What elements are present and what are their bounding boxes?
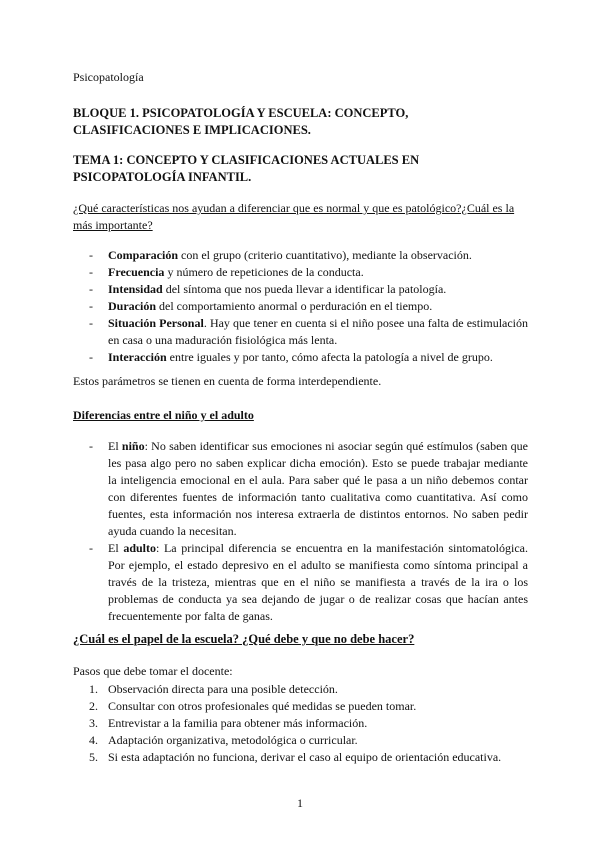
list-item [89, 540, 528, 625]
item-term: Situación Personal [108, 316, 204, 330]
list-item [73, 698, 528, 715]
item-text: : La principal diferencia se encuentra en la manifestación sintomatológica. Por ejemplo, el estado depresivo en el adulto se manifiesta como síntoma principal a través de la tristeza, mientras que en el niño se manifiesta a través de la ira o los problemas de conducta ya sea dejando de jugar o de realizar cosas que hacían antes frecuentemente por falta de ganas. [108, 541, 528, 623]
question-heading: ¿Qué características nos ayudan a diferenciar que es normal y que es patológico?¿Cuál es la más importante? [73, 201, 515, 232]
step-text: Observación directa para una posible detección. [108, 682, 338, 696]
steps-list [73, 681, 528, 766]
list-item [89, 264, 528, 281]
step-text: Si esta adaptación no funciona, derivar el caso al equipo de orientación educativa. [108, 750, 502, 764]
step-number: 2. [89, 699, 98, 713]
item-term: adulto [123, 541, 156, 555]
item-prefix: El [108, 541, 124, 555]
tema-title: TEMA 1: CONCEPTO Y CLASIFICACIONES ACTUALES EN PSICOPATOLOGÍA INFANTIL. [73, 153, 420, 184]
list-item [89, 298, 528, 315]
list-item [89, 315, 528, 349]
item-text: del síntoma que nos pueda llevar a identificar la patología. [162, 282, 447, 296]
step-text: Adaptación organizativa, metodológica o curricular. [108, 733, 358, 747]
list-item [73, 749, 528, 766]
item-text: . Hay que tener en cuenta si el niño posee una falta de estimulación en casa o una maduración fisiológica más lenta. [108, 316, 529, 347]
differences-heading: Diferencias entre el niño y el adulto [73, 408, 254, 422]
item-term: Frecuencia [108, 265, 165, 279]
list-item [89, 438, 528, 540]
characteristics-list [89, 247, 528, 366]
item-text: entre iguales y por tanto, cómo afecta la patología a nivel de grupo. [166, 350, 493, 364]
step-number: 4. [89, 733, 98, 747]
item-term: Interacción [108, 350, 167, 364]
header-subject: Psicopatología [73, 70, 144, 84]
step-number: 1. [89, 682, 98, 696]
list-item [73, 732, 528, 749]
item-text: con el grupo (criterio cuantitativo), mediante la observación. [178, 248, 472, 262]
item-text: del comportamiento anormal o perduración en el tiempo. [156, 299, 433, 313]
page-number: 1 [297, 796, 303, 810]
item-text: : No saben identificar sus emociones ni asociar según qué estímulos (saben que les pasa algo pero no saben explicar dicha emoción). Esto se puede trabajar mediante la inteligencia emocional en el aula. Para saber qué le pasa a un niño debemos contar con diferentes fuentes de información tanto cualitativa como cuantitativa. Así como fuentes, esta información nos interesa extraerla de distintos entornos. No saben pedir ayuda cuando la necesitan. [108, 439, 528, 538]
differences-list [89, 438, 528, 625]
school-role-heading: ¿Cuál es el papel de la escuela? ¿Qué debe y que no debe hacer? [73, 632, 415, 646]
bloque-title: BLOQUE 1. PSICOPATOLOGÍA Y ESCUELA: CONCEPTO, CLASIFICACIONES E IMPLICACIONES. [73, 106, 409, 137]
list-item [73, 715, 528, 732]
list-item [89, 349, 528, 366]
item-text: y número de repeticiones de la conducta. [164, 265, 364, 279]
item-term: niño [121, 439, 145, 453]
step-number: 3. [89, 716, 98, 730]
item-term: Intensidad [108, 282, 163, 296]
steps-intro: Pasos que debe tomar el docente: [73, 664, 233, 678]
step-text: Entrevistar a la familia para obtener más información. [108, 716, 368, 730]
list-item [89, 247, 528, 264]
list-item [73, 681, 528, 698]
list-item [89, 281, 528, 298]
item-term: Duración [108, 299, 156, 313]
params-note: Estos parámetros se tienen en cuenta de forma interdependiente. [73, 374, 382, 388]
item-prefix: El [108, 439, 122, 453]
step-text: Consultar con otros profesionales qué medidas se pueden tomar. [108, 699, 417, 713]
item-term: Comparación [108, 248, 178, 262]
step-number: 5. [89, 750, 98, 764]
